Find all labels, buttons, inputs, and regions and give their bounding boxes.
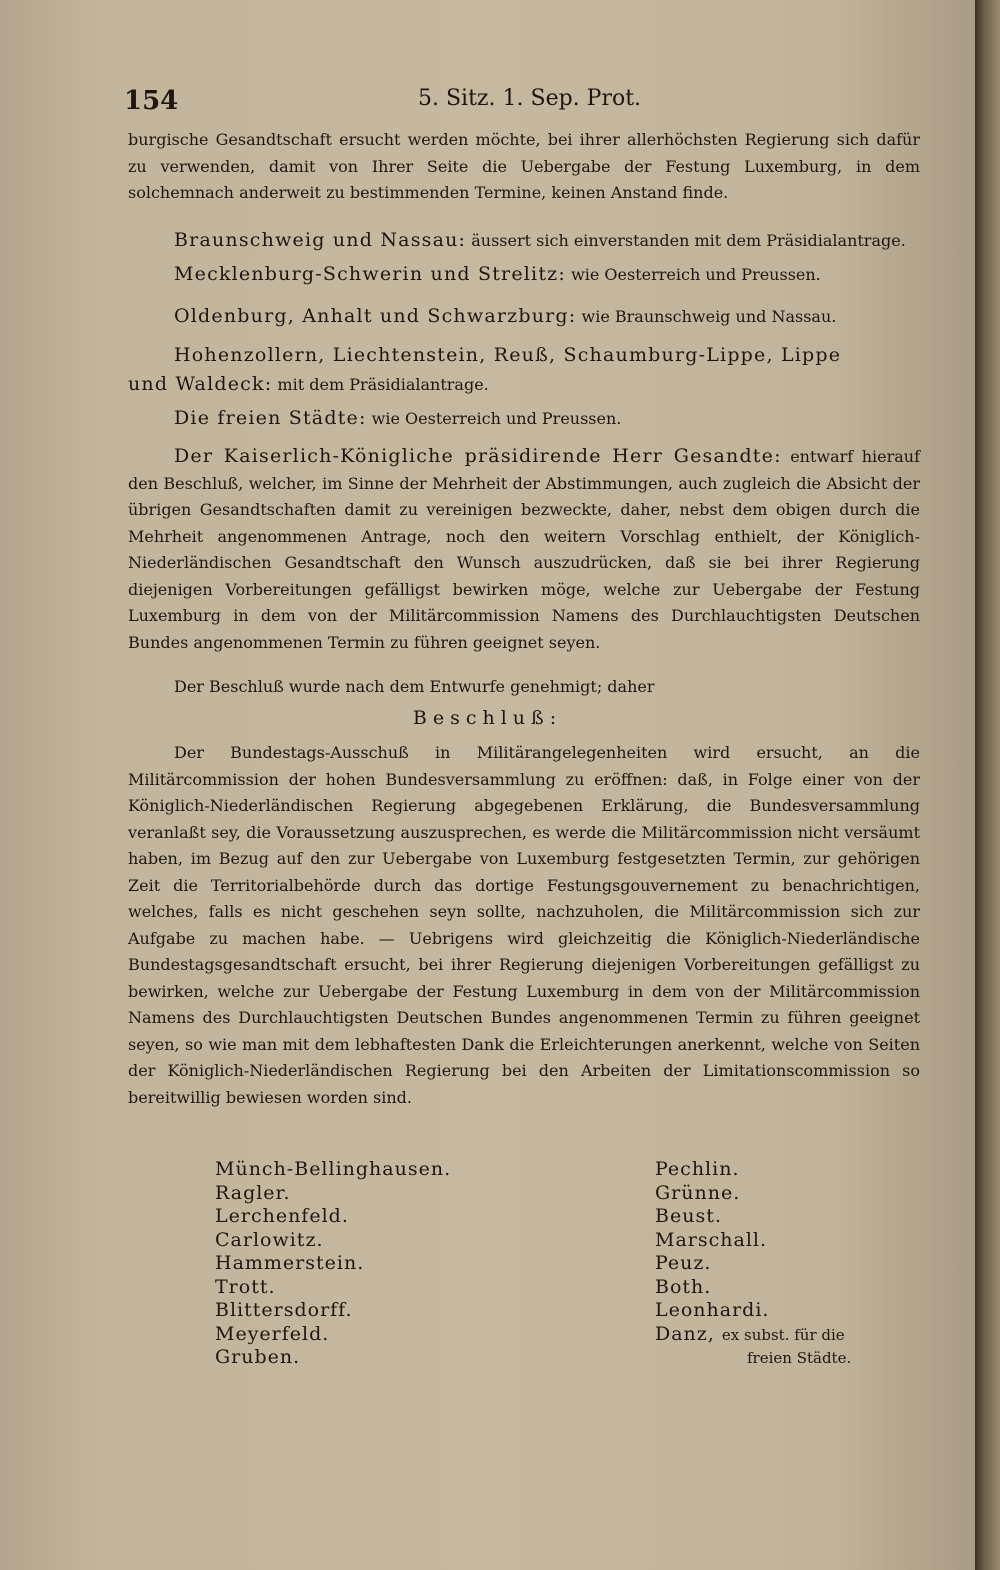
- signature: Hammerstein.: [215, 1252, 365, 1274]
- resolution-heading: Beschluß:: [412, 707, 563, 729]
- signature: Carlowitz.: [215, 1228, 324, 1251]
- signatures-left: [215, 1158, 451, 1370]
- vote-states: Mecklenburg-Schwerin und Strelitz:: [174, 263, 566, 285]
- signature: Münch-Bellinghausen.: [215, 1158, 452, 1180]
- signature: Both.: [655, 1275, 712, 1298]
- signature-note-2: freien Städte.: [747, 1349, 852, 1367]
- vote-free-cities: [174, 407, 920, 429]
- signature: Gruben.: [215, 1346, 301, 1368]
- signature-danz: [655, 1323, 851, 1348]
- vote-braunschweig-nassau: [174, 229, 920, 251]
- signature: Marschall.: [655, 1228, 768, 1251]
- signature-note: ex subst. für die: [721, 1325, 845, 1344]
- approval-line: Der Beschluß wurde nach dem Entwurfe genehmigt; daher: [174, 677, 655, 696]
- signature: Blittersdorff.: [215, 1299, 353, 1321]
- vote-mecklenburg: [174, 263, 920, 285]
- signature: Meyerfeld.: [215, 1322, 330, 1345]
- vote-text: mit dem Präsidialantrage.: [277, 375, 489, 394]
- page-number: 154: [124, 86, 179, 116]
- resolution-text: Der Bundestags-Ausschuß in Militärangelegenheiten wird ersucht, an die Militärcommission der hohen Bundesversammlung zu eröffnen: daß, in Folge einer von der Königlich-Niederländischen Regierung abgegebenen Erklärung, die Bundesversammlung veranlaßt sey, die Voraussetzung auszusprechen, es werde die Militärcommission nicht versäumt haben, im Bezug auf den zur Uebergabe von Luxemburg festgesetzten Termin, zur gehörigen Zeit die Territorialbehörde durch das dortige Festungsgouvernement zu benachrichtigen, welches, falls es nicht geschehen seyn sollte, nachzuholen, die Militärcommission sich zur Aufgabe zu machen habe. — Uebrigens wird gleichzeitig die Königlich-Niederländische Bundestagsgesandtschaft ersucht, bei ihrer Regierung diejenigen Vorbereitungen gefälligst zu bewirken, welche zur Uebergabe der Festung Luxemburg in dem von der Militärcommission Namens des Durchlauchtigsten Deutschen Bundes angenommenen Termin zu führen geeignet seyen, so wie man mit dem lebhaftesten Dank die Erleichterungen anerkennt, welche von Seiten der Königlich-Niederländischen Regierung bei den Arbeiten der Limitationscommission so bereitwillig bewiesen worden sind.: [128, 743, 920, 1107]
- vote-states: Hohenzollern, Liechtenstein, Reuß, Schaumburg-Lippe, Lippe: [174, 344, 842, 366]
- vote-states: Oldenburg, Anhalt und Schwarzburg:: [174, 305, 577, 327]
- signature: Trott.: [215, 1275, 276, 1298]
- vote-states: Braunschweig und Nassau:: [174, 229, 467, 251]
- signature: Grünne.: [655, 1181, 741, 1204]
- vote-states: Die freien Städte:: [174, 407, 367, 429]
- paragraph-continuation: burgische Gesandtschaft ersucht werden möchte, bei ihrer allerhöchsten Regierung sich dafür zu verwenden, damit von Ihrer Seite die Uebergabe der Festung Luxemburg, in dem solchemnach anderweit zu bestimmenden Termine, keinen Anstand finde.: [128, 130, 920, 202]
- vote-hohenzollern-continued: [128, 373, 489, 395]
- signature: Danz,: [655, 1322, 715, 1345]
- signature: Pechlin.: [655, 1158, 740, 1180]
- presidial-text: entwarf hierauf den Beschluß, welcher, im Sinne der Mehrheit der Abstimmungen, auch zugleich die Absicht der übrigen Gesandtschaften damit zu vereinigen bezweckte, daher, nebst dem obigen durch die Mehrheit angenommenen Antrage, noch den weitern Vorschlag enthielt, der Königlich-Niederländischen Gesandtschaft den Wunsch auszudrücken, daß sie bei ihrer Regierung diejenigen Vorbereitungen gefälligst bewirken möge, welche zur Uebergabe der Festung Luxemburg in dem von der Militärcommission Namens des Durchlauchtigsten Deutschen Bundes angenommenen Termin zu führen geeignet seyen.: [128, 447, 921, 652]
- running-head: 5. Sitz. 1. Sep. Prot.: [418, 86, 642, 111]
- signature: Peuz.: [655, 1252, 712, 1274]
- vote-hohenzollern: [174, 344, 920, 366]
- vote-text: äussert sich einverstanden mit dem Präsidialantrage.: [471, 231, 906, 250]
- vote-oldenburg: [174, 305, 920, 327]
- vote-text: wie Oesterreich und Preussen.: [571, 265, 821, 284]
- presidial-title: Der Kaiserlich-Königliche präsidirende Herr Gesandte:: [174, 445, 782, 467]
- signatures-right: [655, 1158, 851, 1371]
- vote-text: wie Braunschweig und Nassau.: [581, 307, 837, 326]
- vote-text: wie Oesterreich und Preussen.: [371, 409, 622, 428]
- book-spine-shadow: [975, 0, 1000, 1570]
- signature: Beust.: [655, 1205, 722, 1227]
- signature: Lerchenfeld.: [215, 1205, 349, 1227]
- presidial-paragraph: [128, 443, 920, 656]
- signature: Ragler.: [215, 1181, 291, 1204]
- vote-states-continued: und Waldeck:: [128, 373, 273, 395]
- signature: Leonhardi.: [655, 1299, 770, 1321]
